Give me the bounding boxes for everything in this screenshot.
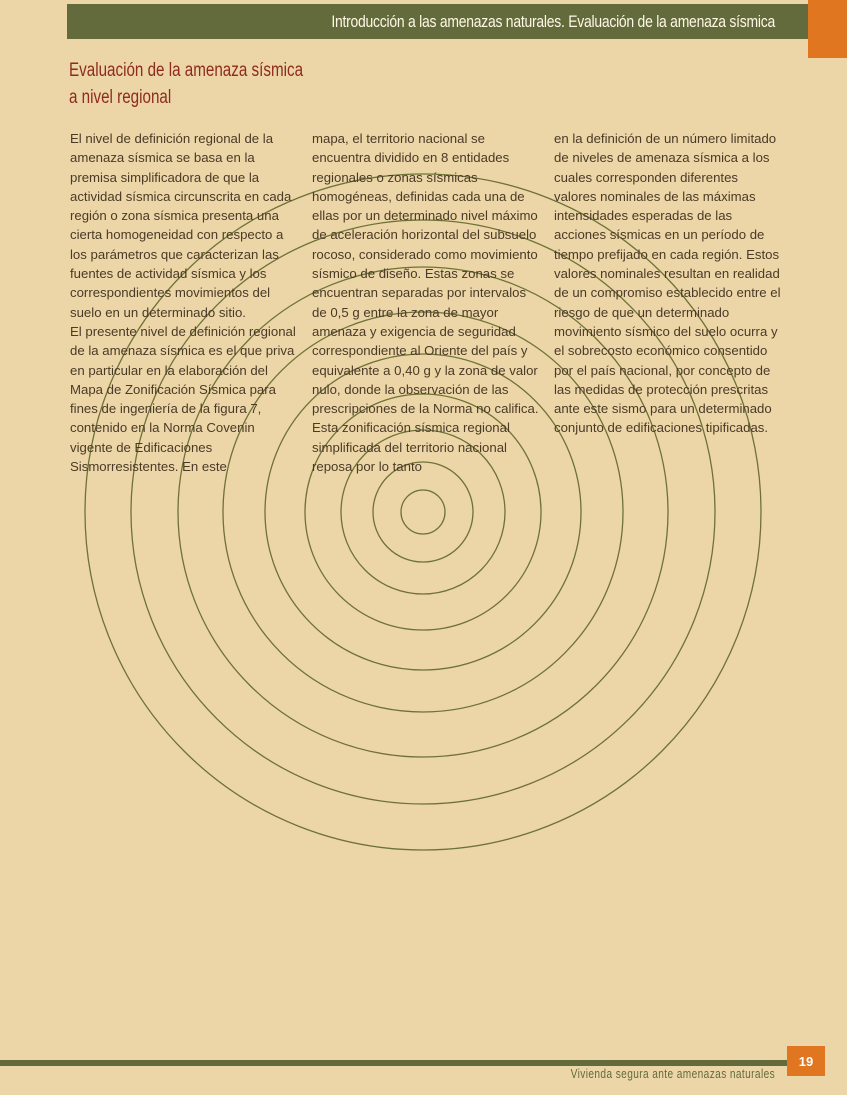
page-number: 19 (787, 1046, 825, 1076)
ring (401, 490, 445, 534)
paragraph: El presente nivel de definición regional de la amenaza sísmica es el que priva en particular en la elaboración del Mapa de Zonificación Sísmica para fines de ingeniería de la figura 7, contenido en la Norma Covenin vigente de Edificaciones Sismorresistentes. En este (70, 323, 296, 475)
header-title: Introducción a las amenazas naturales. Evaluación de la amenaza sísmica (331, 11, 775, 31)
text-column-2 (312, 129, 540, 476)
paragraph: en la definición de un número limitado de niveles de amenaza sísmica a los cuales corresponden diferentes valores nominales de las máximas intensidades esperadas de las acciones sísmicas en un período de tiempo prefijado en cada región. Estos valores nominales resultan en realidad de un compromiso establecido entre el riesgo de que un determinado movimiento sísmico del suelo ocurra y el sobrecosto económico consentido por el país nacional, por concepto de las medidas de protección prescritas ante este sismo para un determinado conjunto de edificaciones tipificadas. (554, 131, 781, 436)
text-column-1 (70, 129, 298, 476)
footer-text: Vivienda segura ante amenazas naturales (570, 1066, 775, 1081)
paragraph: El nivel de definición regional de la amenaza sísmica se basa en la premisa simplificadora de que la actividad sísmica circunscrita en cada región o zona sísmica presenta una cierta homogeneidad con respecto a los parámetros que caracterizan las fuentes de actividad sísmica y los correspondientes movimientos del suelo en un determinado sitio. (70, 131, 292, 320)
text-column-3 (554, 129, 782, 438)
paragraph: mapa, el territorio nacional se encuentra dividido en 8 entidades regionales o zonas sísmicas homogéneas, definidas cada una de ellas por un determinado nivel máximo de aceleración horizontal del subsuelo rocoso, considerado como movimiento sísmico de diseño. Estas zonas se encuentran separadas por intervalos de 0,5 g entre la zona de mayor amenaza y exigencia de seguridad correspondiente al Oriente del país y equivalente a 0,40 g y la zona de valor nulo, donde la observación de las prescripciones de la Norma no califica. Esta zonificación sísmica regional simplificada del territorio nacional reposa por lo tanto (312, 131, 539, 475)
ring (373, 462, 473, 562)
section-title: Evaluación de la amenaza sísmica a nivel regional (69, 60, 304, 108)
